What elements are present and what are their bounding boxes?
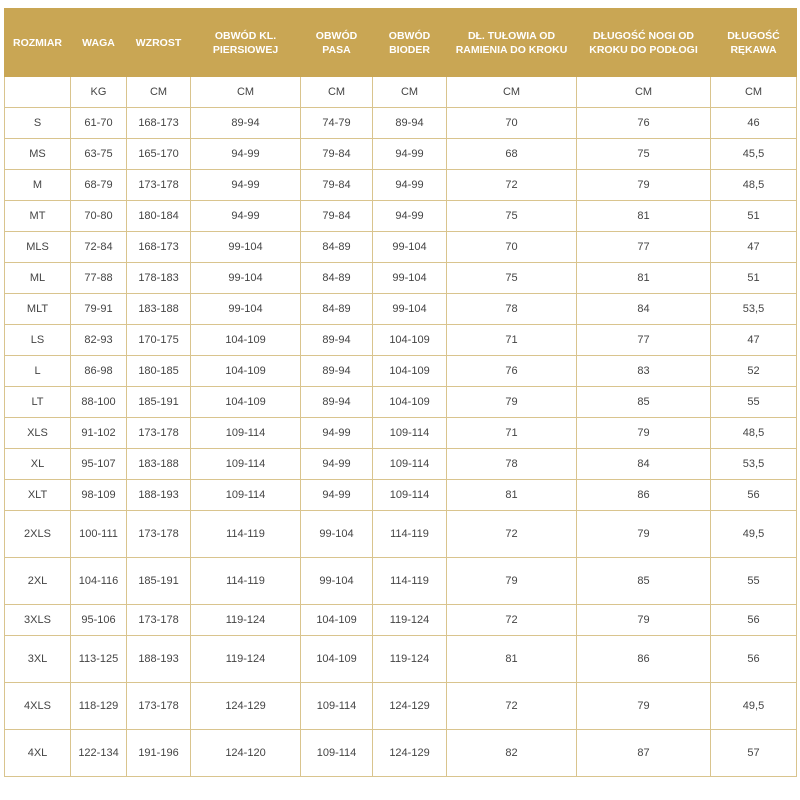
value-cell: 99-104 — [191, 232, 301, 263]
value-cell: 77-88 — [71, 263, 127, 294]
value-cell: 79-84 — [301, 201, 373, 232]
table-row — [5, 418, 797, 449]
table-row — [5, 201, 797, 232]
value-cell: 99-104 — [301, 511, 373, 558]
table-row — [5, 294, 797, 325]
value-cell: 188-193 — [127, 480, 191, 511]
value-cell: 99-104 — [373, 294, 447, 325]
value-cell: 72-84 — [71, 232, 127, 263]
value-cell: 56 — [711, 605, 797, 636]
value-cell: 95-106 — [71, 605, 127, 636]
value-cell: 113-125 — [71, 636, 127, 683]
value-cell: 77 — [577, 232, 711, 263]
value-cell: 119-124 — [191, 636, 301, 683]
value-cell: 81 — [447, 480, 577, 511]
table-row — [5, 480, 797, 511]
value-cell: 84 — [577, 449, 711, 480]
value-cell: 119-124 — [191, 605, 301, 636]
value-cell: 104-109 — [373, 325, 447, 356]
value-cell: 98-109 — [71, 480, 127, 511]
value-cell: 56 — [711, 480, 797, 511]
table-row — [5, 558, 797, 605]
value-cell: 104-109 — [373, 387, 447, 418]
value-cell: 76 — [447, 356, 577, 387]
value-cell: 99-104 — [373, 263, 447, 294]
value-cell: 51 — [711, 201, 797, 232]
table-row — [5, 356, 797, 387]
value-cell: 79-91 — [71, 294, 127, 325]
value-cell: 183-188 — [127, 449, 191, 480]
value-cell: 89-94 — [373, 108, 447, 139]
value-cell: 173-178 — [127, 605, 191, 636]
value-cell: 81 — [577, 263, 711, 294]
value-cell: 124-129 — [373, 730, 447, 777]
header-leg: DŁUGOŚĆ NOGI OD KROKU DO PODŁOGI — [577, 9, 711, 77]
value-cell: 72 — [447, 170, 577, 201]
value-cell: 104-109 — [373, 356, 447, 387]
value-cell: 89-94 — [301, 325, 373, 356]
value-cell: 79 — [577, 170, 711, 201]
value-cell: 75 — [577, 139, 711, 170]
value-cell: 104-109 — [301, 636, 373, 683]
value-cell: 79-84 — [301, 139, 373, 170]
value-cell: 49,5 — [711, 683, 797, 730]
value-cell: 75 — [447, 263, 577, 294]
value-cell: 94-99 — [301, 449, 373, 480]
header-height: WZROST — [127, 9, 191, 77]
value-cell: 86 — [577, 480, 711, 511]
size-cell: 4XLS — [5, 683, 71, 730]
table-row — [5, 263, 797, 294]
size-cell: XLT — [5, 480, 71, 511]
value-cell: 122-134 — [71, 730, 127, 777]
value-cell: 185-191 — [127, 387, 191, 418]
value-cell: 85 — [577, 558, 711, 605]
table-row — [5, 170, 797, 201]
value-cell: 183-188 — [127, 294, 191, 325]
value-cell: 180-184 — [127, 201, 191, 232]
size-cell: MLS — [5, 232, 71, 263]
value-cell: 109-114 — [191, 449, 301, 480]
value-cell: 48,5 — [711, 170, 797, 201]
value-cell: 72 — [447, 605, 577, 636]
size-cell: 3XLS — [5, 605, 71, 636]
table-row — [5, 449, 797, 480]
value-cell: 77 — [577, 325, 711, 356]
value-cell: 79 — [447, 387, 577, 418]
value-cell: 89-94 — [301, 356, 373, 387]
header-chest: OBWÓD KL. PIERSIOWEJ — [191, 9, 301, 77]
unit-cell: CM — [127, 77, 191, 108]
header-weight: WAGA — [71, 9, 127, 77]
table-row — [5, 730, 797, 777]
size-cell: 2XLS — [5, 511, 71, 558]
value-cell: 109-114 — [191, 480, 301, 511]
size-cell: S — [5, 108, 71, 139]
value-cell: 114-119 — [191, 558, 301, 605]
value-cell: 56 — [711, 636, 797, 683]
value-cell: 48,5 — [711, 418, 797, 449]
value-cell: 53,5 — [711, 449, 797, 480]
value-cell: 165-170 — [127, 139, 191, 170]
value-cell: 191-196 — [127, 730, 191, 777]
value-cell: 99-104 — [191, 263, 301, 294]
size-cell: LS — [5, 325, 71, 356]
value-cell: 168-173 — [127, 108, 191, 139]
header-waist: OBWÓD PASA — [301, 9, 373, 77]
value-cell: 114-119 — [373, 511, 447, 558]
value-cell: 109-114 — [373, 480, 447, 511]
value-cell: 81 — [577, 201, 711, 232]
value-cell: 46 — [711, 108, 797, 139]
size-cell: L — [5, 356, 71, 387]
value-cell: 53,5 — [711, 294, 797, 325]
value-cell: 124-120 — [191, 730, 301, 777]
value-cell: 94-99 — [191, 201, 301, 232]
value-cell: 173-178 — [127, 683, 191, 730]
value-cell: 47 — [711, 232, 797, 263]
value-cell: 51 — [711, 263, 797, 294]
value-cell: 185-191 — [127, 558, 191, 605]
value-cell: 109-114 — [301, 730, 373, 777]
table-row — [5, 325, 797, 356]
size-cell: LT — [5, 387, 71, 418]
value-cell: 84-89 — [301, 232, 373, 263]
value-cell: 86 — [577, 636, 711, 683]
size-cell: 3XL — [5, 636, 71, 683]
table-row — [5, 683, 797, 730]
value-cell: 95-107 — [71, 449, 127, 480]
value-cell: 94-99 — [373, 139, 447, 170]
value-cell: 94-99 — [373, 170, 447, 201]
value-cell: 85 — [577, 387, 711, 418]
value-cell: 180-185 — [127, 356, 191, 387]
size-cell: MLT — [5, 294, 71, 325]
value-cell: 168-173 — [127, 232, 191, 263]
size-cell: XLS — [5, 418, 71, 449]
value-cell: 119-124 — [373, 605, 447, 636]
unit-cell: CM — [373, 77, 447, 108]
value-cell: 104-109 — [191, 356, 301, 387]
header-row — [5, 9, 797, 77]
value-cell: 79 — [577, 683, 711, 730]
value-cell: 78 — [447, 294, 577, 325]
value-cell: 173-178 — [127, 511, 191, 558]
value-cell: 68-79 — [71, 170, 127, 201]
value-cell: 114-119 — [191, 511, 301, 558]
unit-cell: KG — [71, 77, 127, 108]
value-cell: 45,5 — [711, 139, 797, 170]
value-cell: 86-98 — [71, 356, 127, 387]
header-hips: OBWÓD BIODER — [373, 9, 447, 77]
value-cell: 99-104 — [373, 232, 447, 263]
size-cell: XL — [5, 449, 71, 480]
size-cell: MS — [5, 139, 71, 170]
value-cell: 74-79 — [301, 108, 373, 139]
value-cell: 114-119 — [373, 558, 447, 605]
value-cell: 47 — [711, 325, 797, 356]
value-cell: 104-116 — [71, 558, 127, 605]
value-cell: 78 — [447, 449, 577, 480]
value-cell: 124-129 — [191, 683, 301, 730]
value-cell: 173-178 — [127, 418, 191, 449]
header-size: ROZMIAR — [5, 9, 71, 77]
value-cell: 94-99 — [191, 170, 301, 201]
table-row — [5, 232, 797, 263]
value-cell: 109-114 — [191, 418, 301, 449]
value-cell: 94-99 — [301, 480, 373, 511]
value-cell: 188-193 — [127, 636, 191, 683]
value-cell: 104-109 — [301, 605, 373, 636]
value-cell: 83 — [577, 356, 711, 387]
value-cell: 63-75 — [71, 139, 127, 170]
value-cell: 89-94 — [191, 108, 301, 139]
value-cell: 109-114 — [301, 683, 373, 730]
value-cell: 99-104 — [301, 558, 373, 605]
value-cell: 79 — [577, 511, 711, 558]
value-cell: 71 — [447, 325, 577, 356]
value-cell: 70-80 — [71, 201, 127, 232]
size-cell: MT — [5, 201, 71, 232]
value-cell: 99-104 — [191, 294, 301, 325]
size-cell: 2XL — [5, 558, 71, 605]
table-row — [5, 605, 797, 636]
unit-cell: CM — [447, 77, 577, 108]
size-cell: 4XL — [5, 730, 71, 777]
unit-cell: CM — [577, 77, 711, 108]
table-row — [5, 139, 797, 170]
value-cell: 84 — [577, 294, 711, 325]
value-cell: 84-89 — [301, 294, 373, 325]
value-cell: 104-109 — [191, 325, 301, 356]
value-cell: 55 — [711, 387, 797, 418]
value-cell: 70 — [447, 232, 577, 263]
value-cell: 124-129 — [373, 683, 447, 730]
value-cell: 75 — [447, 201, 577, 232]
value-cell: 100-111 — [71, 511, 127, 558]
unit-cell — [5, 77, 71, 108]
value-cell: 89-94 — [301, 387, 373, 418]
value-cell: 81 — [447, 636, 577, 683]
value-cell: 82-93 — [71, 325, 127, 356]
unit-cell: CM — [301, 77, 373, 108]
value-cell: 94-99 — [191, 139, 301, 170]
units-row — [5, 77, 797, 108]
value-cell: 79 — [577, 605, 711, 636]
value-cell: 173-178 — [127, 170, 191, 201]
value-cell: 79 — [447, 558, 577, 605]
value-cell: 57 — [711, 730, 797, 777]
size-cell: M — [5, 170, 71, 201]
value-cell: 118-129 — [71, 683, 127, 730]
value-cell: 94-99 — [373, 201, 447, 232]
value-cell: 109-114 — [373, 418, 447, 449]
value-cell: 72 — [447, 683, 577, 730]
table-row — [5, 511, 797, 558]
value-cell: 71 — [447, 418, 577, 449]
unit-cell: CM — [711, 77, 797, 108]
value-cell: 170-175 — [127, 325, 191, 356]
value-cell: 88-100 — [71, 387, 127, 418]
value-cell: 178-183 — [127, 263, 191, 294]
value-cell: 61-70 — [71, 108, 127, 139]
value-cell: 70 — [447, 108, 577, 139]
table-row — [5, 636, 797, 683]
value-cell: 68 — [447, 139, 577, 170]
value-cell: 119-124 — [373, 636, 447, 683]
header-torso: DŁ. TUŁOWIA OD RAMIENIA DO KROKU — [447, 9, 577, 77]
value-cell: 84-89 — [301, 263, 373, 294]
size-cell: ML — [5, 263, 71, 294]
value-cell: 76 — [577, 108, 711, 139]
value-cell: 82 — [447, 730, 577, 777]
value-cell: 87 — [577, 730, 711, 777]
value-cell: 79-84 — [301, 170, 373, 201]
value-cell: 52 — [711, 356, 797, 387]
table-row — [5, 108, 797, 139]
unit-cell: CM — [191, 77, 301, 108]
value-cell: 109-114 — [373, 449, 447, 480]
value-cell: 94-99 — [301, 418, 373, 449]
table-row — [5, 387, 797, 418]
value-cell: 72 — [447, 511, 577, 558]
value-cell: 91-102 — [71, 418, 127, 449]
value-cell: 79 — [577, 418, 711, 449]
header-sleeve: DŁUGOŚĆ RĘKAWA — [711, 9, 797, 77]
value-cell: 49,5 — [711, 511, 797, 558]
size-chart-table — [4, 8, 797, 777]
value-cell: 55 — [711, 558, 797, 605]
value-cell: 104-109 — [191, 387, 301, 418]
